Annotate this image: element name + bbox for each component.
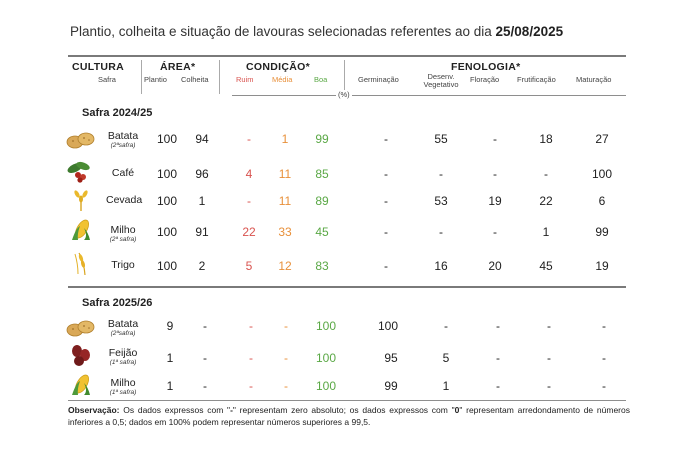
unit-rule <box>232 95 626 96</box>
cell-floracao: - <box>493 132 497 146</box>
cell-frutificacao: 45 <box>539 259 553 273</box>
cell-frutificacao: - <box>544 167 548 181</box>
cell-maturacao: 99 <box>595 225 609 239</box>
header-ruim: Ruim <box>236 75 254 84</box>
crop-name: Feijão (1ª safra) <box>108 347 138 366</box>
cell-frutificacao: - <box>547 319 551 333</box>
cell-boa: 85 <box>315 167 329 181</box>
section-rule <box>68 286 626 288</box>
corn-icon <box>66 373 96 397</box>
potato-icon <box>66 316 96 340</box>
cell-colheita: - <box>203 351 207 365</box>
crop-name: Café <box>111 167 135 179</box>
header-plantio: Plantio <box>144 75 167 84</box>
cell-floracao: - <box>493 167 497 181</box>
cell-plantio: 100 <box>156 225 178 239</box>
header-fenologia: FENOLOGIA* <box>451 61 521 73</box>
cell-colheita: 96 <box>195 167 209 181</box>
header-boa: Boa <box>314 75 328 84</box>
cell-boa: 89 <box>315 194 329 208</box>
report-date: 25/08/2025 <box>495 24 564 39</box>
cell-floracao: - <box>493 225 497 239</box>
cell-colheita: - <box>203 319 207 333</box>
corn-icon <box>66 218 96 242</box>
divider <box>219 60 220 94</box>
divider <box>344 60 345 94</box>
cell-colheita: 1 <box>198 194 206 208</box>
cell-media: 12 <box>278 259 292 273</box>
cell-media: - <box>284 351 288 365</box>
cell-boa: 100 <box>315 379 337 393</box>
cell-desenv: 16 <box>434 259 448 273</box>
cell-frutificacao: 1 <box>542 225 550 239</box>
cell-maturacao: - <box>602 379 606 393</box>
cell-colheita: 2 <box>198 259 206 273</box>
cell-boa: 100 <box>315 351 337 365</box>
header-condicao: CONDIÇÃO* <box>246 61 310 73</box>
cell-media: 11 <box>278 194 292 208</box>
cell-desenv: 1 <box>442 379 450 393</box>
cell-boa: 99 <box>315 132 329 146</box>
cell-desenv: - <box>439 225 443 239</box>
cell-media: 1 <box>281 132 289 146</box>
cell-ruim: - <box>247 132 251 146</box>
header-maturacao: Maturação <box>576 75 612 84</box>
potato-icon <box>66 128 96 152</box>
crop-name: Batata (2ªsafra) <box>107 130 139 149</box>
section-title: Safra 2024/25 <box>82 107 153 119</box>
cell-plantio: 1 <box>166 351 174 365</box>
cell-maturacao: 27 <box>595 132 609 146</box>
cell-frutificacao: 18 <box>539 132 553 146</box>
crop-name: Trigo <box>111 259 135 271</box>
cell-media: - <box>284 319 288 333</box>
cell-ruim: 22 <box>242 225 256 239</box>
divider <box>141 60 142 94</box>
cell-ruim: 5 <box>245 259 253 273</box>
footnote: Observação: Os dados expressos com "-" representam zero absoluto; os dados expressos com "0" representam arredondamento de números inferiores a 0,5; dados em 100% podem representar números superiores a 99,5. <box>68 405 630 427</box>
cell-boa: 83 <box>315 259 329 273</box>
cell-desenv: 5 <box>442 351 450 365</box>
header-colheita: Colheita <box>181 75 209 84</box>
cell-ruim: - <box>249 351 253 365</box>
header-germinacao: Germinação <box>358 75 399 84</box>
coffee-icon <box>66 160 96 184</box>
page-title: Plantio, colheita e situação de lavouras selecionadas referentes ao dia 25/08/2025 <box>70 24 564 39</box>
unit-label: (%) <box>338 90 350 99</box>
header-safra: Safra <box>98 75 116 84</box>
header-frutificacao: Frutificação <box>517 75 556 84</box>
cell-plantio: 100 <box>156 167 178 181</box>
cell-ruim: - <box>247 194 251 208</box>
cell-germinacao: - <box>384 259 388 273</box>
cell-media: 11 <box>278 167 292 181</box>
cell-desenv: 53 <box>434 194 448 208</box>
cell-frutificacao: 22 <box>539 194 553 208</box>
cell-maturacao: 6 <box>598 194 606 208</box>
cell-maturacao: 19 <box>595 259 609 273</box>
cell-media: - <box>284 379 288 393</box>
barley-icon <box>66 188 96 212</box>
cell-desenv: 55 <box>434 132 448 146</box>
header-media: Média <box>272 75 293 84</box>
cell-germinacao: - <box>384 132 388 146</box>
cell-colheita: - <box>203 379 207 393</box>
header-desenv-vegetativo: Desenv. Vegetativo <box>423 72 459 89</box>
section-title: Safra 2025/26 <box>82 297 153 309</box>
crop-name: Milho (1ª safra) <box>109 377 137 396</box>
cell-floracao: 20 <box>488 259 502 273</box>
cell-maturacao: 100 <box>591 167 613 181</box>
cell-germinacao: 100 <box>377 319 399 333</box>
crop-name: Cevada <box>106 194 143 206</box>
footer-rule <box>68 400 626 401</box>
cell-ruim: 4 <box>245 167 253 181</box>
wheat-icon <box>66 252 96 276</box>
cell-media: 33 <box>278 225 292 239</box>
cell-germinacao: 99 <box>384 379 398 393</box>
header-cultura: CULTURA <box>72 61 125 73</box>
cell-germinacao: - <box>384 225 388 239</box>
cell-floracao: - <box>496 319 500 333</box>
header-top-rule <box>68 55 626 57</box>
crop-name: Batata (2ªsafra) <box>107 318 139 337</box>
cell-floracao: - <box>496 379 500 393</box>
cell-maturacao: - <box>602 319 606 333</box>
cell-ruim: - <box>249 379 253 393</box>
cell-plantio: 100 <box>156 132 178 146</box>
cell-germinacao: - <box>384 167 388 181</box>
cell-desenv: - <box>439 167 443 181</box>
cell-plantio: 100 <box>156 259 178 273</box>
cell-colheita: 91 <box>195 225 209 239</box>
crop-name: Milho (2ª safra) <box>109 224 137 243</box>
cell-plantio: 100 <box>156 194 178 208</box>
cell-colheita: 94 <box>195 132 209 146</box>
header-floracao: Floração <box>470 75 500 84</box>
bean-icon <box>66 343 96 367</box>
header-area: ÁREA* <box>160 61 196 73</box>
cell-germinacao: - <box>384 194 388 208</box>
cell-boa: 45 <box>315 225 329 239</box>
cell-floracao: - <box>496 351 500 365</box>
cell-plantio: 1 <box>166 379 174 393</box>
cell-floracao: 19 <box>488 194 502 208</box>
cell-maturacao: - <box>602 351 606 365</box>
cell-plantio: 9 <box>166 319 174 333</box>
cell-germinacao: 95 <box>384 351 398 365</box>
cell-desenv: - <box>444 319 448 333</box>
cell-frutificacao: - <box>547 351 551 365</box>
cell-ruim: - <box>249 319 253 333</box>
cell-boa: 100 <box>315 319 337 333</box>
cell-frutificacao: - <box>547 379 551 393</box>
